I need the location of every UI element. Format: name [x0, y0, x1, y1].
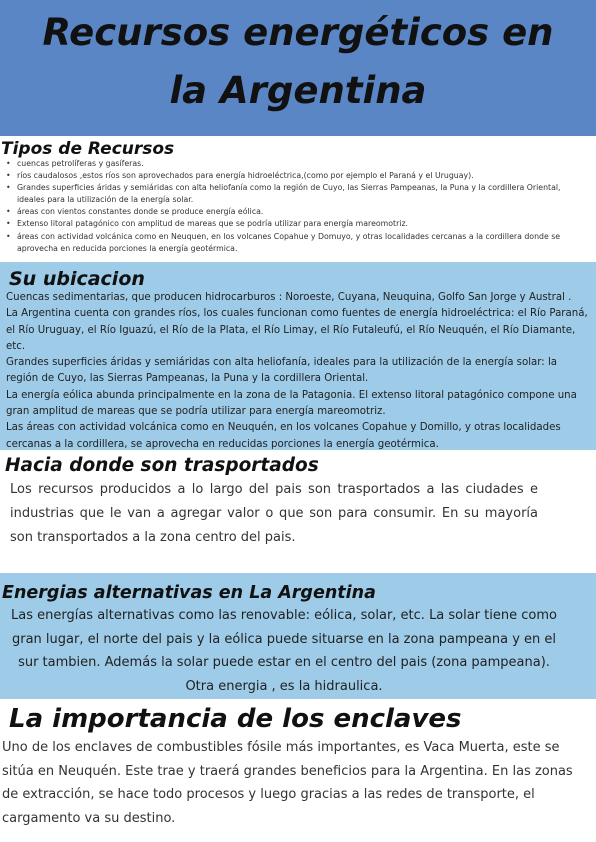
list-item: • Grandes superficies áridas y semiáridas con alta heliofanía como la región de Cuyo, las Sierras Pampeanas, la Puna y la cordillera Oriental, ideales para la utilización de la energía solar.	[6, 182, 582, 206]
ubicacion-text: Cuencas sedimentarias, que producen hidrocarburos : Noroeste, Cuyana, Neuquina, Golfo San Jorge y Austral . La Argentina cuenta con grandes ríos, los cuales funcionan como fuentes de energía hidroeléctrica: el Río Paraná, el Río Uruguay, el Río Iguazú, el Río de la Plata, el Río Limay, el Río Futaleufú, el Río Neuquén, el Río Diamante, etc. Grandes superficies áridas y semiáridas con alta heliofanía, ideales para la utilización de la energía solar: la región de Cuyo, las Sierras Pampeanas, la Puna y la cordillera Oriental. La energía eólica abunda principalmente en la zona de la Patagonia. El extenso litoral patagónico compone una gran amplitud de mareas que se podría utilizar para energía mareomotriz. Las áreas con actividad volcánica como en Neuquén, en los volcanes Copahue y Domillo, y otras localidades cercanas a la cordillera, se aprovecha en reducidas porciones la energía geotérmica.	[6, 292, 588, 450]
title-banner	[0, 0, 596, 136]
enclaves-text: Uno de los enclaves de combustibles fósile más importantes, es Vaca Muerta, este se sitúa en Neuquén. Este trae y traerá grandes beneficios para la Argentina. En las zonas de extracción, se hace todo procesos y luego gracias a las redes de transporte, el cargamento va su destino.	[2, 740, 573, 826]
transporte-heading: Hacia donde son trasportados	[5, 455, 319, 476]
enclaves-heading: La importancia de los enclaves	[9, 704, 462, 734]
ubicacion-heading: Su ubicacion	[9, 268, 145, 290]
alternativas-section	[0, 573, 596, 699]
tipos-heading: Tipos de Recursos	[1, 139, 175, 159]
page-title: Recursos energéticos en la Argentina	[42, 11, 554, 112]
list-item: • áreas con actividad volcánica como en Neuquen, en los volcanes Copahue y Domuyo, y otras localidades cercanas a la cordillera donde se aprovecha en reducida porciones la energía geotérmica.	[6, 231, 582, 255]
transporte-text: Los recursos producidos a lo largo del pais son trasportados a las ciudades e industrias que le van a agregar valor o que son para consumir. En su mayoría son transportados a la zona centro del pais.	[10, 482, 538, 545]
alternativas-text: Las energías alternativas como las renovable: eólica, solar, etc. La solar tiene como gran lugar, el norte del pais y la eólica puede situarse en la zona pampeana y en el sur tambien. Además la solar puede estar en el centro del pais (zona pampeana). Otra energia , es la hidraulica.	[11, 608, 557, 694]
ubicacion-section	[0, 262, 596, 450]
tipos-list	[6, 158, 582, 255]
list-item: • ríos caudalosos ,estos ríos son aprovechados para energía hidroeléctrica,(como por ejemplo el Paraná y el Uruguay).	[6, 170, 582, 182]
list-item: • áreas con vientos constantes donde se produce energía eólica.	[6, 206, 582, 218]
alternativas-heading: Energias alternativas en La Argentina	[2, 583, 376, 603]
list-item: • cuencas petrolíferas y gasíferas.	[6, 158, 582, 170]
list-item: • Extenso litoral patagónico con amplitud de mareas que se podría utilizar para energía mareomotriz.	[6, 218, 582, 230]
